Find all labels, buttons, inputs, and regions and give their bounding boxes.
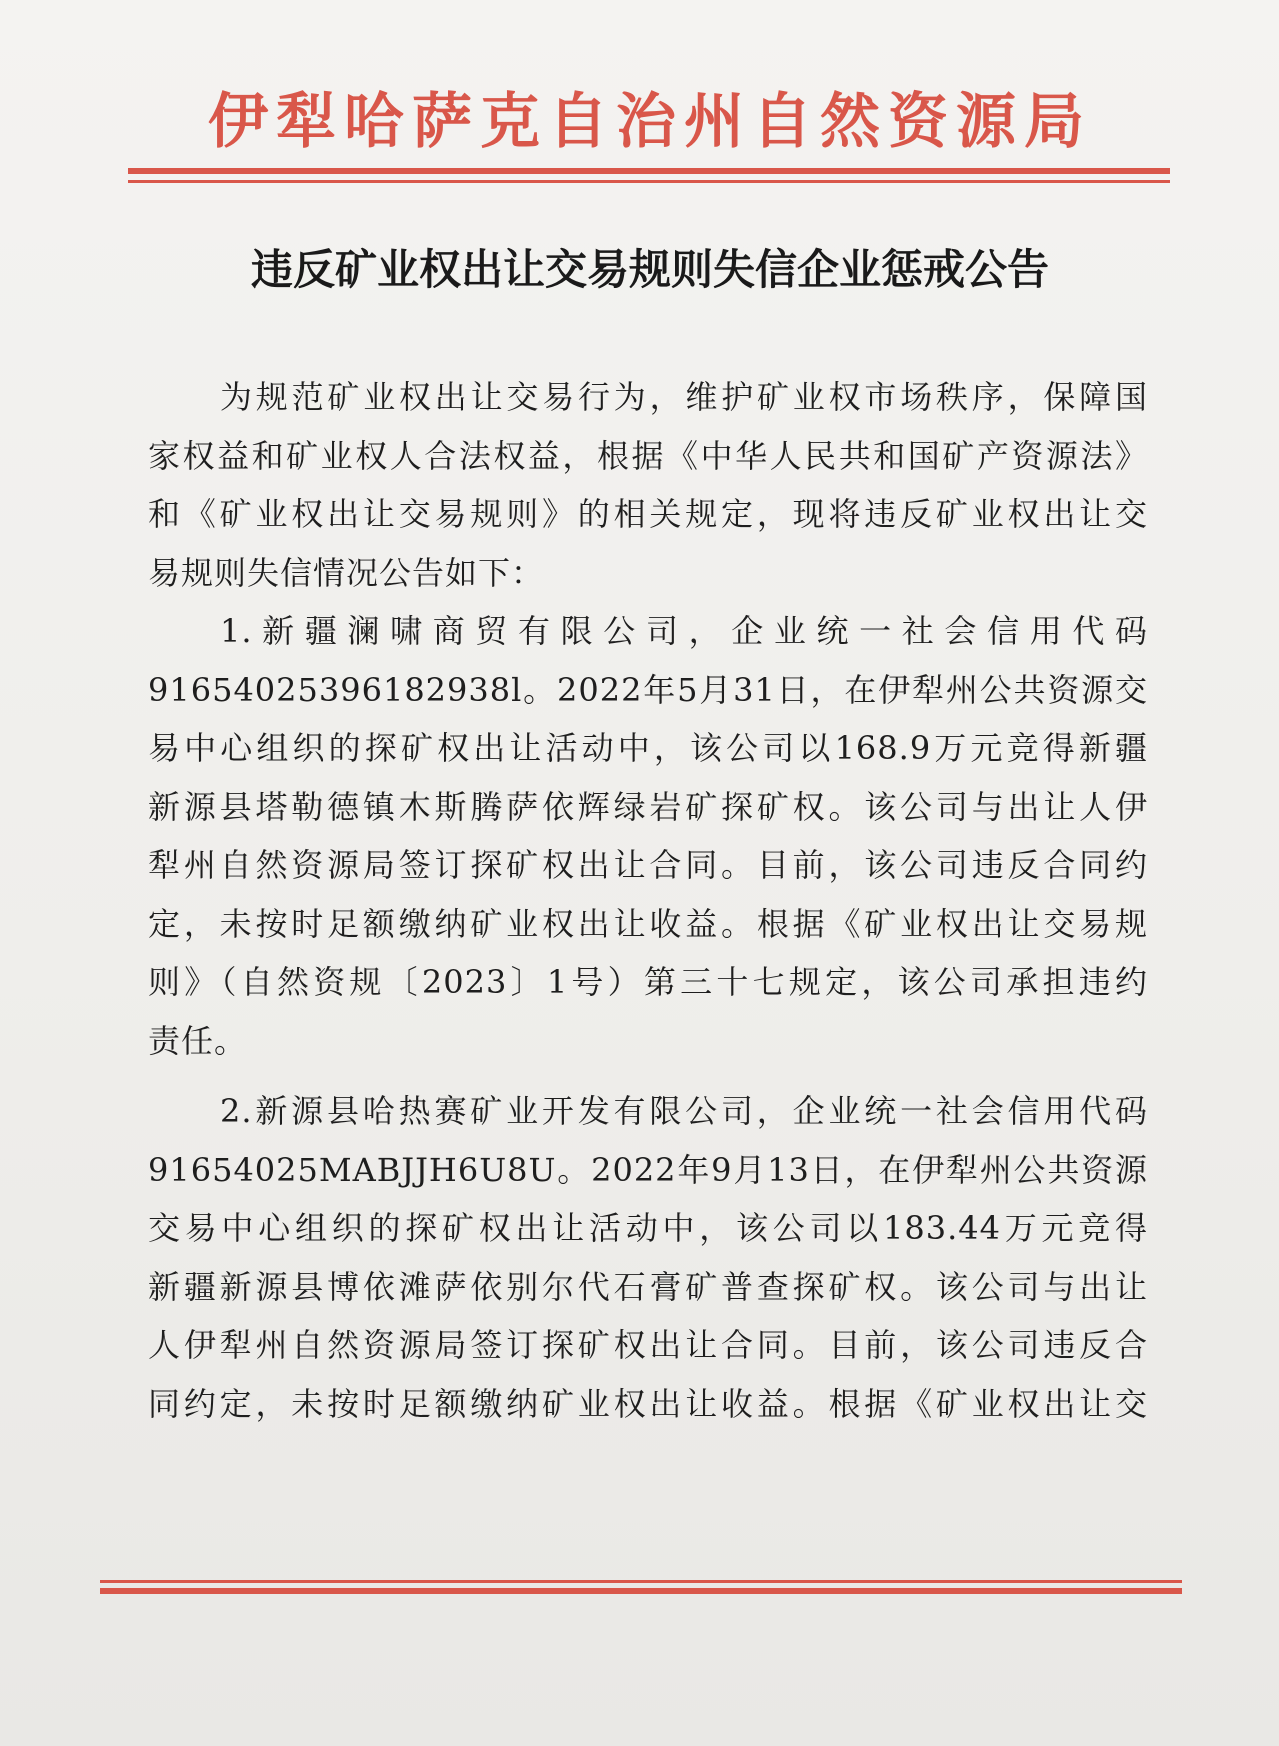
body-line: 易中心组织的探矿权出让活动中，该公司以168.9万元竞得新疆 bbox=[148, 729, 1148, 767]
body-line: 家权益和矿业权人合法权益，根据《中华人民共和国矿产资源法》 bbox=[148, 436, 1148, 475]
body-line: 新源县塔勒德镇木斯腾萨依辉绿岩矿探矿权。该公司与出让人伊 bbox=[148, 787, 1148, 826]
body-line: 新疆新源县博依滩萨依别尔代石膏矿普查探矿权。该公司与出让 bbox=[148, 1267, 1148, 1306]
body-line: 91654025MABJJH6U8U。2022年9月13日，在伊犁州公共资源 bbox=[148, 1150, 1148, 1189]
document-title: 违反矿业权出让交易规则失信企业惩戒公告 bbox=[250, 245, 1049, 294]
footer-rule-thin bbox=[100, 1580, 1182, 1583]
paragraph-gap bbox=[148, 1070, 1148, 1082]
body-line: 人伊犁州自然资源局签订探矿权出让合同。目前，该公司违反合 bbox=[148, 1326, 1148, 1364]
letterhead-rule-thin bbox=[128, 180, 1170, 183]
body-line: 定，未按时足额缴纳矿业权出让收益。根据《矿业权出让交易规 bbox=[148, 904, 1148, 943]
body-line: 同约定，未按时足额缴纳矿业权出让收益。根据《矿业权出让交 bbox=[148, 1384, 1148, 1423]
footer-rule-thick bbox=[100, 1588, 1182, 1594]
body-line: 和《矿业权出让交易规则》的相关规定，现将违反矿业权出让交 bbox=[148, 495, 1148, 533]
body-line: 为规范矿业权出让交易行为，维护矿业权市场秩序，保障国 bbox=[220, 378, 1148, 416]
body-line: 2.新源县哈热赛矿业开发有限公司，企业统一社会信用代码 bbox=[220, 1092, 1148, 1130]
body-line: 1.新疆澜啸商贸有限公司，企业统一社会信用代码 bbox=[220, 612, 1148, 650]
body-line: 交易中心组织的探矿权出让活动中，该公司以183.44万元竞得 bbox=[148, 1209, 1148, 1247]
body-line: 犁州自然资源局签订探矿权出让合同。目前，该公司违反合同约 bbox=[148, 846, 1148, 884]
body-line: 易规则失信情况公告如下： bbox=[148, 553, 545, 592]
body-line: 91654025396182938l。2022年5月31日，在伊犁州公共资源交 bbox=[148, 670, 1148, 709]
letterhead-rule-thick bbox=[128, 168, 1170, 174]
document-body bbox=[148, 368, 1148, 1433]
letterhead-org-name: 伊犁哈萨克自治州自然资源局 bbox=[208, 87, 1092, 157]
body-line: 则》（自然资规〔2023〕1号）第三十七规定，该公司承担违约 bbox=[148, 963, 1148, 1001]
body-line: 责任。 bbox=[148, 1021, 248, 1060]
